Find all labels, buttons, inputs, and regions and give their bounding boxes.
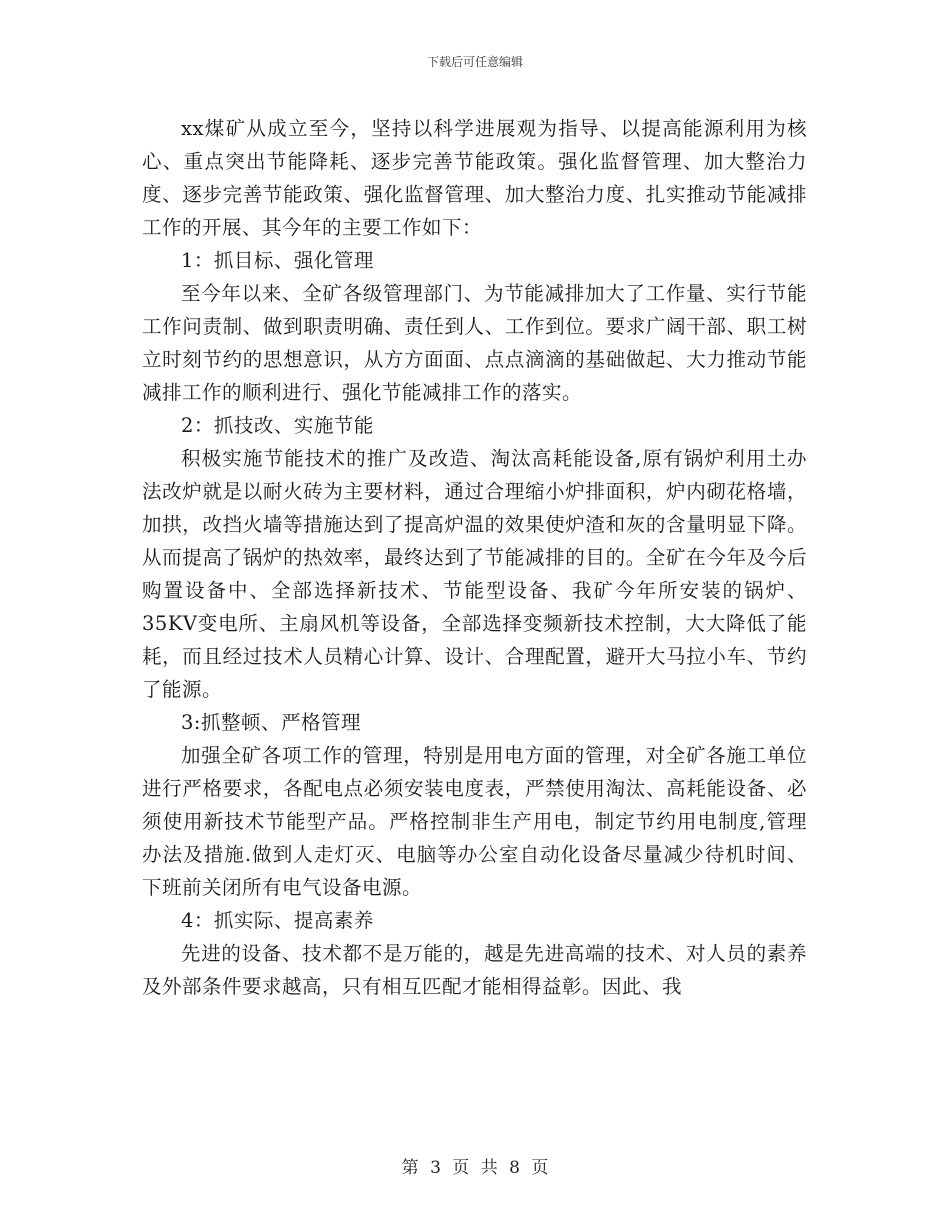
section-heading-4: 4：抓实际、提高素养: [181, 909, 374, 932]
document-body: [142, 112, 807, 1003]
paragraph-section-2: 积极实施节能技术的推广及改造、淘汰高耗能设备,原有锅炉利用土办法改炉就是以耐火砖为主要材料，通过合理缩小炉排面积，炉内砌花格墙，加拱，改挡火墙等措施达到了提高炉温的效果使炉渣和灰的含量明显下降。从而提高了锅炉的热效率，最终达到了节能减排的目的。全矿在今年及今后购置设备中、全部选择新技术、节能型设备、我矿今年所安装的锅炉、35KV变电所、主扇风机等设备，全部选择变频新技术控制，大大降低了能耗，而且经过技术人员精心计算、设计、合理配置，避开大马拉小车、节约了能源。: [142, 447, 807, 701]
page-footer: 第 3 页 共 8 页: [401, 1158, 549, 1178]
section-heading-2: 2：抓技改、实施节能: [181, 414, 374, 437]
paragraph-section-4: 先进的设备、技术都不是万能的，越是先进高端的技术、对人员的素养及外部条件要求越高，只有相互匹配才能相得益彰。因此、我: [142, 942, 807, 998]
paragraph-intro: xx煤矿从成立至今，坚持以科学进展观为指导、以提高能源利用为核心、重点突出节能降耗、逐步完善节能政策。强化监督管理、加大整治力度、逐步完善节能政策、强化监督管理、加大整治力度、扎实推动节能减排工作的开展、其今年的主要工作如下：: [142, 117, 807, 239]
section-heading-1: 1：抓目标、强化管理: [181, 249, 374, 272]
page-header: 下载后可任意编辑: [426, 55, 523, 69]
paragraph-section-3: 加强全矿各项工作的管理，特别是用电方面的管理，对全矿各施工单位进行严格要求，各配电点必须安装电度表，严禁使用淘汰、高耗能设备、必须使用新技术节能型产品。严格控制非生产用电，制定节约用电制度,管理办法及措施.做到人走灯灭、电脑等办公室自动化设备尽量减少待机时间、下班前关闭所有电气设备电源。: [142, 744, 807, 899]
paragraph-section-1: 至今年以来、全矿各级管理部门、为节能减排加大了工作量、实行节能工作问责制、做到职责明确、责任到人、工作到位。要求广阔干部、职工树立时刻节约的思想意识，从方方面面、点点滴滴的基础做起、大力推动节能减排工作的顺利进行、强化节能减排工作的落实。: [142, 282, 807, 404]
section-heading-3: 3:抓整顿、严格管理: [181, 711, 361, 734]
